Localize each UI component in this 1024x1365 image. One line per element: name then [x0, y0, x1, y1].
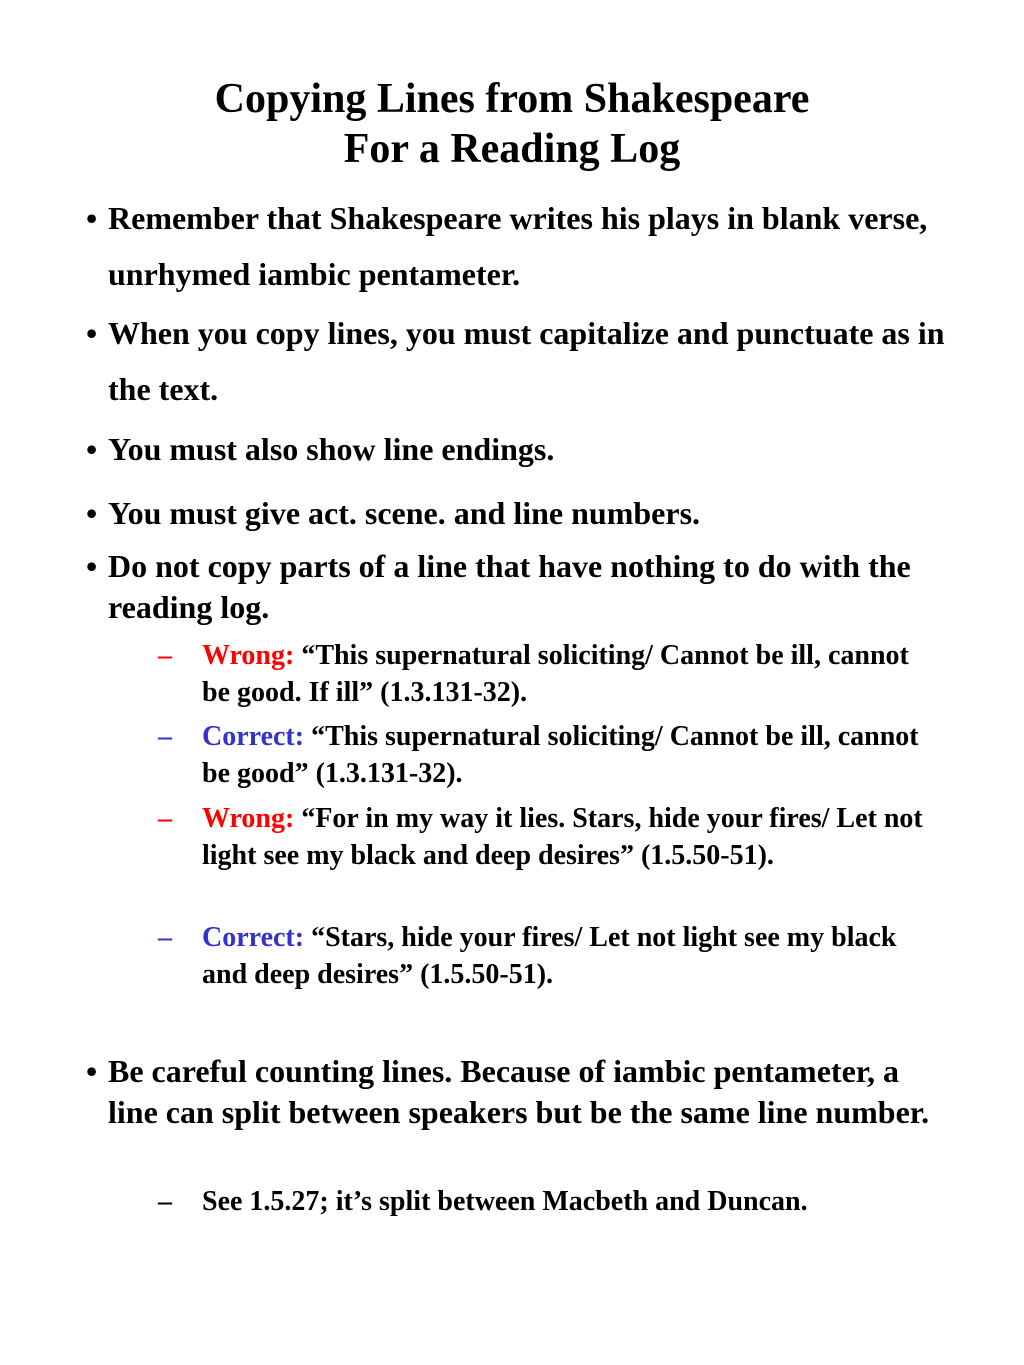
example-text	[202, 800, 938, 874]
bullet-blank-verse	[86, 190, 946, 302]
example-quote: “This supernatural soliciting/ Cannot be ill, cannot be good” (1.3.131-32).	[202, 721, 919, 789]
bullet-line-endings	[86, 424, 946, 474]
wrong-label: Wrong:	[202, 640, 295, 671]
note-split-line	[158, 1183, 938, 1220]
dash-symbol: –	[158, 721, 172, 752]
bullet-text: Be careful counting lines. Because of iambic pentameter, a line can split between speakers but be the same line number.	[108, 1053, 930, 1130]
bullet-capitalize	[86, 305, 946, 417]
bullet-counting-lines	[86, 1051, 946, 1133]
bullet-text: You must also show line endings.	[108, 431, 555, 467]
example-wrong-2	[158, 800, 938, 874]
note-text: See 1.5.27; it’s split between Macbeth and Duncan.	[202, 1186, 808, 1217]
example-wrong-1	[158, 637, 938, 711]
slide-title	[0, 74, 1024, 174]
example-quote: “This supernatural soliciting/ Cannot be ill, cannot be good. If ill” (1.3.131-32).	[202, 640, 909, 708]
example-quote: “Stars, hide your fires/ Let not light see my black and deep desires” (1.5.50-51).	[202, 922, 897, 990]
bullet-line-numbers	[86, 488, 946, 538]
bullet-symbol: •	[86, 431, 98, 467]
title-line-2: For a Reading Log	[343, 126, 681, 172]
example-quote: “For in my way it lies. Stars, hide your fires/ Let not light see my black and deep desires” (1.5.50-51).	[202, 803, 923, 871]
bullet-text: Do not copy parts of a line that have nothing to do with the reading log.	[108, 548, 911, 625]
wrong-label: Wrong:	[202, 803, 295, 834]
bullet-do-not-copy	[86, 546, 946, 628]
bullet-text: You must give act. scene. and line numbers.	[108, 495, 701, 531]
bullet-text: Remember that Shakespeare writes his plays in blank verse, unrhymed iambic pentameter.	[108, 200, 928, 292]
bullet-symbol: •	[86, 548, 98, 584]
correct-label: Correct:	[202, 922, 305, 953]
example-correct-1	[158, 718, 938, 792]
dash-symbol: –	[158, 803, 172, 834]
example-text	[202, 637, 938, 711]
example-text	[202, 919, 938, 993]
dash-symbol: –	[158, 922, 172, 953]
example-correct-2	[158, 919, 938, 993]
bullet-symbol: •	[86, 315, 98, 351]
example-text	[202, 718, 938, 792]
correct-label: Correct:	[202, 721, 305, 752]
bullet-symbol: •	[86, 200, 98, 236]
bullet-symbol: •	[86, 1053, 98, 1089]
dash-symbol: –	[158, 1186, 172, 1217]
bullet-symbol: •	[86, 495, 98, 531]
dash-symbol: –	[158, 640, 172, 671]
title-line-1: Copying Lines from Shakespeare	[214, 76, 810, 122]
bullet-text: When you copy lines, you must capitalize and punctuate as in the text.	[108, 315, 945, 407]
